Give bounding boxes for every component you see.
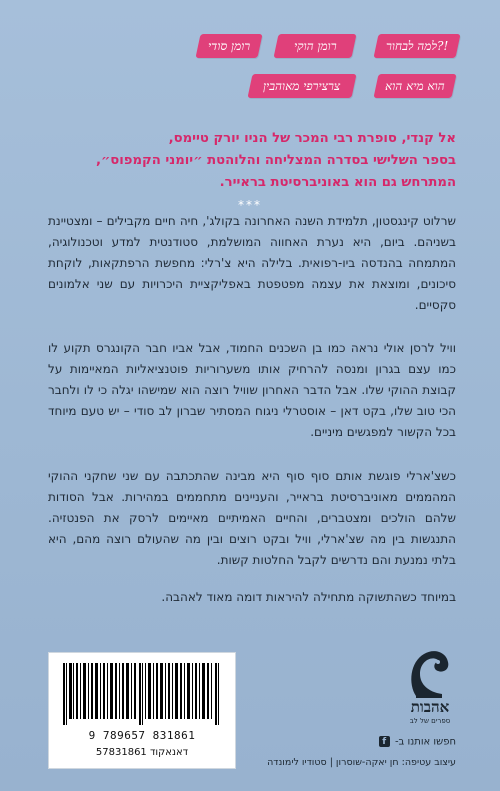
intro-line: בספר השלישי בסדרה המצליחה והלוהטת ״יומני הקמפוס״, [95, 153, 456, 168]
synopsis-paragraph-4: במיוחד כשהתשוקה מתחילה להיראות דומה מאוד לאהבה. [161, 590, 456, 604]
synopsis-paragraph-1: שרלוט קינגסטון, תלמידת השנה האחרונה בקולג', חיה חיים מקבילים – ומצטיינת בשניהם. ביום, היא נערת האחווה המושלמת, סטודנטית למדע וטכנולוגיה, המתמחה בהנדסה ביו-רפואית. בלילה היא צ'רלי: מחפשת הרפתקאות, לוקחת סיכונים, ומוצאת את עצמה מפטפטת באפליקציית היכרויות עם שני אלמונים סקסיים. [48, 214, 456, 312]
tag-secret-romance[interactable]: רומן סודי [195, 34, 262, 58]
isbn-number: 9 789657 831861 [88, 729, 196, 742]
intro-line: אל קנדי, סופרת רבי המכר של הניו יורק טיימס, [168, 131, 456, 146]
follow-us-text: חפשו אותנו ב- [394, 736, 456, 748]
barcode-box [48, 652, 236, 769]
cover-design-credits: עיצוב עטיפה: חן יאקה-שוסרון | סטודיו לימונדה [267, 757, 456, 768]
publisher-name: אהבות [410, 698, 450, 716]
separator-stars: *** [238, 198, 262, 212]
tag-in-love[interactable]: צרצירפי מאוהבין [247, 74, 356, 98]
barcode-image [61, 663, 223, 725]
danacode: דאנאקוד 57831861 [95, 747, 189, 758]
tag-hockey-romance[interactable]: רומן הוקי [273, 34, 356, 58]
publisher-subtitle: ספרים של לב [409, 717, 451, 725]
intro-blurb [48, 128, 456, 194]
follow-us [300, 736, 456, 748]
tag-he-she-he[interactable]: הוא מיא הוא [373, 74, 456, 98]
synopsis-paragraph-3: כשצ'ארלי פוגשת אותם סוף סוף היא מבינה שהתכתבה עם שני שחקני ההוקי המהממים מאוניברסיטת בראייר, והעניינים מתחממים במהירות. אבל הסודות שלהם הולכים ומצטברים, והחיים האמיתיים מאיימים לרסק את הפנטזיה. התנגשות בין מה שצ'ארלי, וויל ובקט רוצים ובין מה שהעולם רוצה מהם, היא בלתי נמנעת והם נדרשים לקבל החלטות קשות. [48, 469, 456, 567]
synopsis-paragraph-2: וויל לרסן אולי נראה כמו בן השכנים החמוד, אבל אביו חבר הקונגרס תקוע לו כמו עצם בגרון ומנסה להרחיק אותו משערוריות פוטנציאליות המאיימות על קבוצת ההוקי שלו. אבל הדבר האחרון שוויל רוצה הוא שמישהו יגלה כי לו ולחבר הכי טוב שלו, בקט דאן – אוסטרלי ניגוח המסתיר שברון לב סודי – יש טעם מיוחד בכל הקשור למפגשים מיניים. [48, 341, 456, 439]
intro-line: המתרחש גם הוא באוניברסיטת בראייר. [219, 175, 456, 190]
tag-why-choose[interactable]: למה לבחור?! [373, 34, 460, 58]
facebook-icon[interactable]: f [379, 736, 390, 747]
